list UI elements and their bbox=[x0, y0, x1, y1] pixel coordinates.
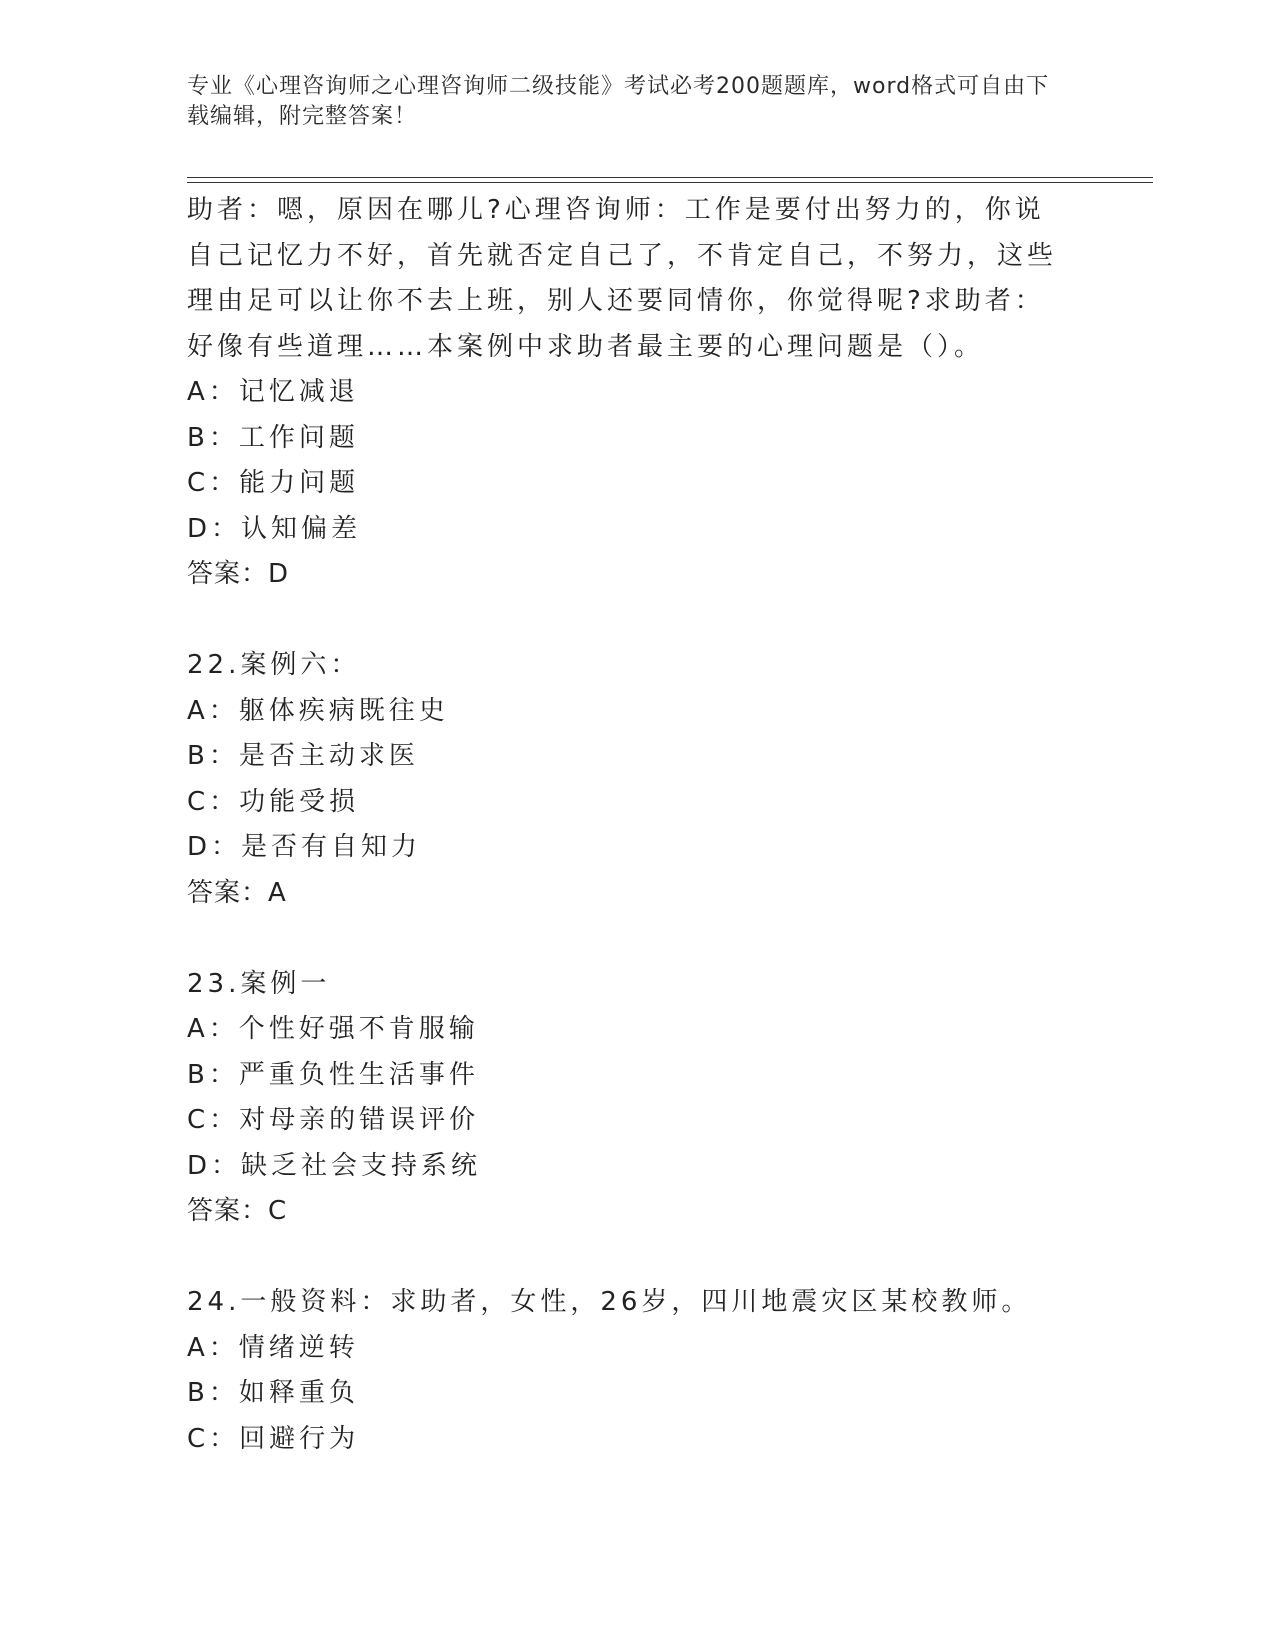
option-a: A：记忆减退 bbox=[187, 377, 359, 407]
option-d: D：认知偏差 bbox=[187, 513, 362, 544]
question-24 bbox=[187, 1280, 1087, 1462]
answer-text: 答案：C bbox=[187, 1196, 288, 1226]
question-spacer bbox=[187, 1235, 1087, 1281]
question-stem: 22.案例六： bbox=[187, 650, 361, 680]
answer-text: 答案：D bbox=[187, 559, 290, 589]
option-c: C：回避行为 bbox=[187, 1423, 360, 1454]
option-b: B：工作问题 bbox=[187, 422, 359, 453]
option-c: C：功能受损 bbox=[187, 786, 360, 817]
option-c: C：对母亲的错误评价 bbox=[187, 1105, 480, 1135]
answer-text: 答案：A bbox=[187, 877, 287, 908]
document-header: 专业《心理咨询师之心理咨询师二级技能》考试必考200题题库，word格式可自由下载编辑，附完整答案！ bbox=[187, 74, 1050, 129]
option-a: A：躯体疾病既往史 bbox=[187, 695, 449, 726]
option-c: C：能力问题 bbox=[187, 468, 360, 498]
question-stem: 24.一般资料：求助者，女性，26岁，四川地震灾区某校教师。 bbox=[187, 1287, 1032, 1317]
option-b: B：如释重负 bbox=[187, 1378, 359, 1408]
option-b: B：是否主动求医 bbox=[187, 741, 419, 771]
question-23 bbox=[187, 962, 1087, 1235]
question-spacer bbox=[187, 598, 1087, 644]
question-stem: 23.案例一 bbox=[187, 968, 331, 999]
question-spacer bbox=[187, 916, 1087, 962]
option-d: D：缺乏社会支持系统 bbox=[187, 1150, 482, 1181]
option-a: A：情绪逆转 bbox=[187, 1332, 359, 1363]
option-d: D：是否有自知力 bbox=[187, 832, 422, 862]
option-b: B：严重负性生活事件 bbox=[187, 1059, 479, 1090]
question-stem: 助者：嗯，原因在哪儿?心理咨询师：工作是要付出努力的，你说自己记忆力不好，首先就否定自己了，不肯定自己，不努力，这些理由足可以让你不去上班，别人还要同情你，你觉得呢?求助者：好像有些道理……本案例中求助者最主要的心理问题是（）。 bbox=[187, 195, 1058, 362]
option-a: A：个性好强不肯服输 bbox=[187, 1014, 479, 1044]
header-divider-bottom bbox=[187, 182, 1153, 183]
header-divider-top bbox=[187, 177, 1153, 178]
question-22 bbox=[187, 643, 1087, 916]
question-21 bbox=[187, 188, 1087, 598]
question-list bbox=[187, 188, 1087, 1462]
